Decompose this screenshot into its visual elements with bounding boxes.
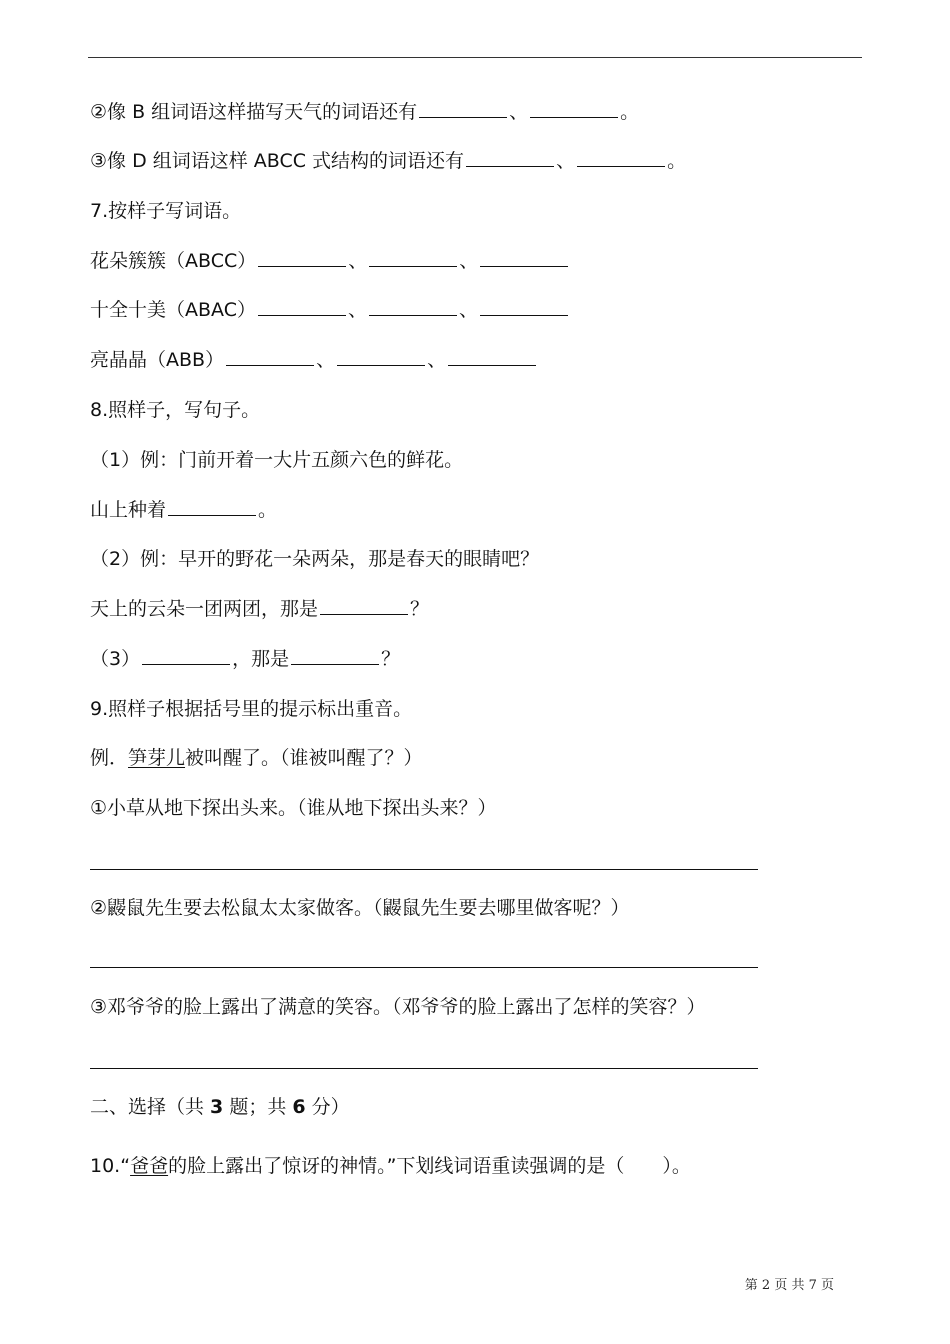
q9-item-2: ②鼹鼠先生要去松鼠太太家做客。（鼹鼠先生要去哪里做客呢？）: [90, 897, 630, 919]
q8-answer-2: 天上的云朵一团两团，那是 ？: [90, 598, 430, 620]
q8-example-2: （2）例：早开的野花一朵两朵，那是春天的眼睛吧？: [90, 548, 540, 570]
section-heading: 二、选择（共 3 题；共 6 分）: [90, 1096, 350, 1118]
q7-row-abcc: 花朵簇簇（ABCC） 、 、: [90, 248, 570, 274]
q7-title: 7.按样子写词语。: [90, 200, 242, 222]
q8-title: 8.照样子，写句子。: [90, 399, 261, 421]
answer-blank[interactable]: [320, 596, 408, 615]
answer-blank[interactable]: [466, 148, 554, 167]
answer-line[interactable]: [90, 1068, 758, 1069]
q8-answer-3: （3） ，那是 ？: [90, 648, 401, 670]
answer-blank[interactable]: [480, 297, 568, 316]
answer-line[interactable]: [90, 869, 758, 870]
stressed-word: 笋芽儿: [128, 747, 186, 769]
answer-blank[interactable]: [168, 497, 256, 516]
answer-line[interactable]: [90, 967, 758, 968]
header-rule: [88, 57, 862, 58]
q7-row-abac: 十全十美（ABAC） 、 、: [90, 297, 570, 323]
q9-example: 例．笋芽儿被叫醒了。（谁被叫醒了？）: [90, 747, 423, 769]
answer-blank[interactable]: [369, 297, 457, 316]
answer-blank[interactable]: [448, 347, 536, 366]
answer-blank[interactable]: [419, 99, 507, 118]
q7-row-abb: 亮晶晶（ABB） 、 、: [90, 347, 538, 373]
answer-blank[interactable]: [369, 248, 457, 267]
answer-blank[interactable]: [258, 248, 346, 267]
answer-blank[interactable]: [337, 347, 425, 366]
page-number: 第 2 页 共 7 页: [744, 1278, 834, 1293]
q9-item-3: ③邓爷爷的脸上露出了满意的笑容。（邓爷爷的脸上露出了怎样的笑容？）: [90, 996, 706, 1018]
answer-blank[interactable]: [258, 297, 346, 316]
answer-blank[interactable]: [226, 347, 314, 366]
answer-blank[interactable]: [291, 646, 379, 665]
q6-item-3: ③像 D 组词语这样 ABCC 式结构的词语还有 、 。: [90, 150, 687, 172]
q10-question: 10.“爸爸的脸上露出了惊讶的神情。”下划线词语重读强调的是（ ）。: [90, 1155, 691, 1177]
q9-title: 9.照样子根据括号里的提示标出重音。: [90, 698, 413, 720]
q8-answer-1: 山上种着 。: [90, 499, 278, 521]
stressed-word: 爸爸: [130, 1155, 169, 1177]
q6-item-2: ②像 B 组词语这样描写天气的词语还有 、 。: [90, 101, 640, 123]
answer-blank[interactable]: [577, 148, 665, 167]
answer-blank[interactable]: [480, 248, 568, 267]
answer-blank[interactable]: [142, 646, 230, 665]
q9-item-1: ①小草从地下探出头来。（谁从地下探出头来？）: [90, 797, 497, 819]
q8-example-1: （1）例：门前开着一大片五颜六色的鲜花。: [90, 449, 464, 471]
answer-blank[interactable]: [530, 99, 618, 118]
